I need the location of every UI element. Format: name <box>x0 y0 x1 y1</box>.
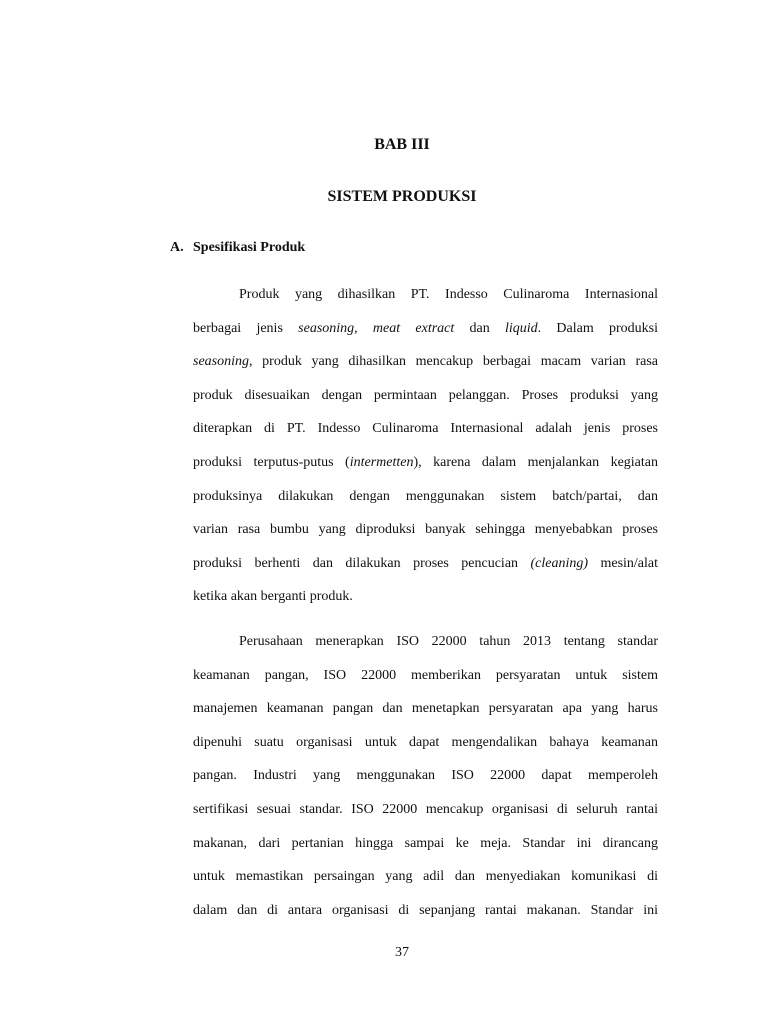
paragraph-2-line-2: keamanan pangan, ISO 22000 memberikan persyaratan untuk sistem <box>193 667 658 683</box>
section-title: Spesifikasi Produk <box>193 240 306 255</box>
paragraph-1-line-3: seasoning, produk yang dihasilkan mencakup berbagai macam varian rasa <box>193 354 658 370</box>
paragraph-2-line-9: dalam dan di antara organisasi di sepanjang rantai makanan. Standar ini <box>193 902 658 918</box>
paragraph-2-line-8: untuk memastikan persaingan yang adil dan menyediakan komunikasi di <box>193 869 658 885</box>
paragraph-1-line-6: produksi terputus-putus (intermetten), karena dalam menjalankan kegiatan <box>193 454 658 470</box>
section-heading <box>170 240 305 256</box>
paragraph-1-line-10: ketika akan berganti produk. <box>193 589 353 605</box>
paragraph-2 <box>193 625 658 927</box>
paragraph-1-line-1: Produk yang dihasilkan PT. Indesso Culinaroma Internasional <box>239 287 658 302</box>
paragraph-2-line-7: makanan, dari pertanian hingga sampai ke meja. Standar ini dirancang <box>193 835 658 851</box>
chapter-title: SISTEM PRODUKSI <box>327 188 477 205</box>
section-number: A. <box>170 240 184 255</box>
paragraph-2-line-4: dipenuhi suatu organisasi untuk dapat mengendalikan bahaya keamanan <box>193 734 658 750</box>
page-number: 37 <box>395 945 409 960</box>
paragraph-1-line-7: produksinya dilakukan dengan menggunakan sistem batch/partai, dan <box>193 488 658 504</box>
paragraph-1-line-8: varian rasa bumbu yang diproduksi banyak sehingga menyebabkan proses <box>193 522 658 538</box>
chapter-heading: BAB III <box>374 136 430 153</box>
paragraph-2-line-5: pangan. Industri yang menggunakan ISO 22000 dapat memperoleh <box>193 768 658 784</box>
paragraph-1-line-2: berbagai jenis seasoning, meat extract dan liquid. Dalam produksi <box>193 320 659 336</box>
paragraph-1-line-9: produksi berhenti dan dilakukan proses pencucian (cleaning) mesin/alat <box>193 555 658 571</box>
paragraph-2-line-6: sertifikasi sesuai standar. ISO 22000 mencakup organisasi di seluruh rantai <box>193 801 658 817</box>
paragraph-2-line-1: Perusahaan menerapkan ISO 22000 tahun 2013 tentang standar <box>239 634 658 649</box>
paragraph-1-line-5: diterapkan di PT. Indesso Culinaroma Internasional adalah jenis proses <box>193 421 658 437</box>
paragraph-1 <box>193 278 658 614</box>
paragraph-2-line-3: manajemen keamanan pangan dan menetapkan persyaratan apa yang harus <box>193 701 658 717</box>
paragraph-1-line-4: produk disesuaikan dengan permintaan pelanggan. Proses produksi yang <box>193 387 658 403</box>
